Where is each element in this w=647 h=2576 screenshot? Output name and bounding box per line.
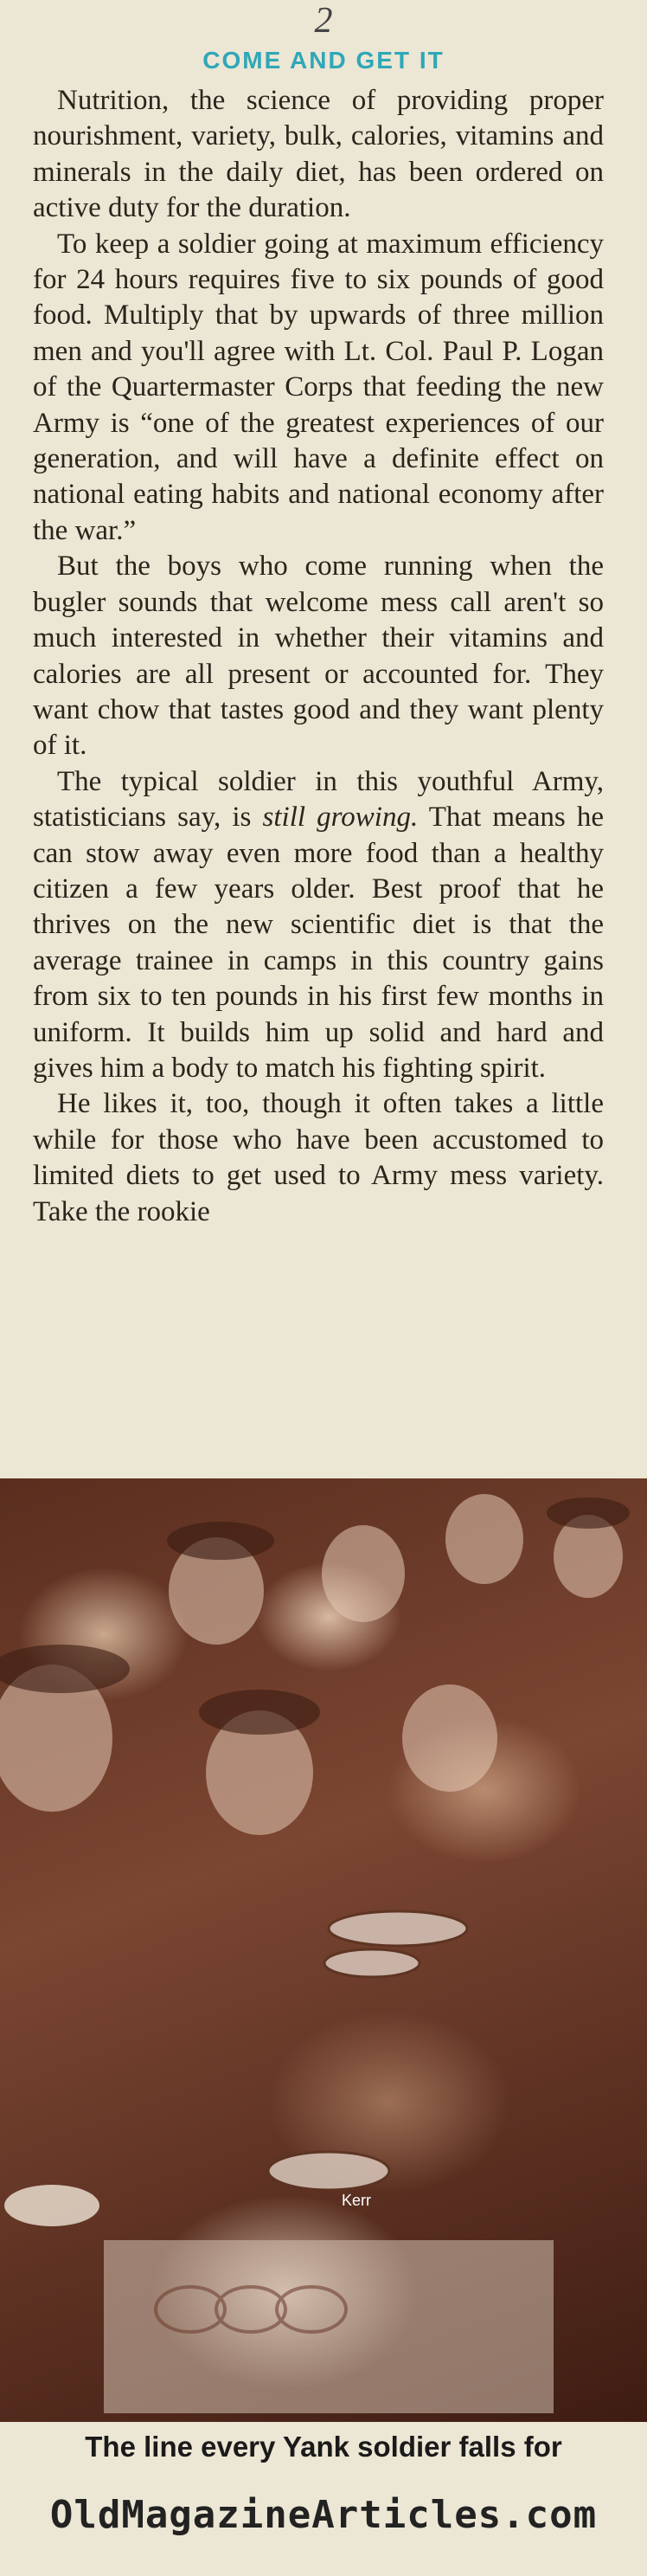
paragraph-4-text-b: That means he can stow away even more food than a healthy citizen a few years older. Best proof that he thrives on the new scientific diet is that the average trainee in camps in this country gains from six to ten pounds in his first few months in uniform. It builds him up solid and hard and gives him a body to match his fighting spirit. [33,802,604,1084]
paragraph-3: But the boys who come running when the bugler sounds that welcome mess call aren't so much interested in whether their vitamins and calories are all present or accounted for. They want chow that tastes good and they want plenty of it. [33,551,604,762]
paragraph-4 [33,764,604,1087]
pot-label: Kerr [342,2192,372,2209]
paragraph-5: He likes it, too, though it often takes a little while for those who have been accustomed to limited diets to get used to Army mess variety. Take the rookie [33,1088,604,1227]
paragraph-4-emphasis: still growing. [262,802,419,834]
site-footer: OldMagazineArticles.com [49,2493,598,2537]
paragraph-1: Nutrition, the science of providing proper nourishment, variety, bulk, calories, vitamins and minerals in the daily diet, has been ordered on active duty for the duration. [33,85,604,224]
paragraph-4-text-a: The typical soldier in this youthful Army, statisticians say, is [33,765,604,834]
photo-caption: The line every Yank soldier falls for [85,2431,562,2463]
article-headline: COME AND GET IT [202,47,445,74]
mess-line-photo [0,1478,647,2422]
page-number: 2 [314,1,333,41]
article-body [33,83,604,1230]
paragraph-2: To keep a soldier going at maximum efficiency for 24 hours requires five to six pounds of good food. Multiply that by upwards of three million men and you'll agree with Lt. Col. Paul P. Logan of the Quartermaster Corps that feeding the new Army is “one of the greatest experiences of our generation, and will have a definite effect on national eating habits and national economy after the war.” [33,228,604,546]
photo-illustration [0,1478,647,2422]
